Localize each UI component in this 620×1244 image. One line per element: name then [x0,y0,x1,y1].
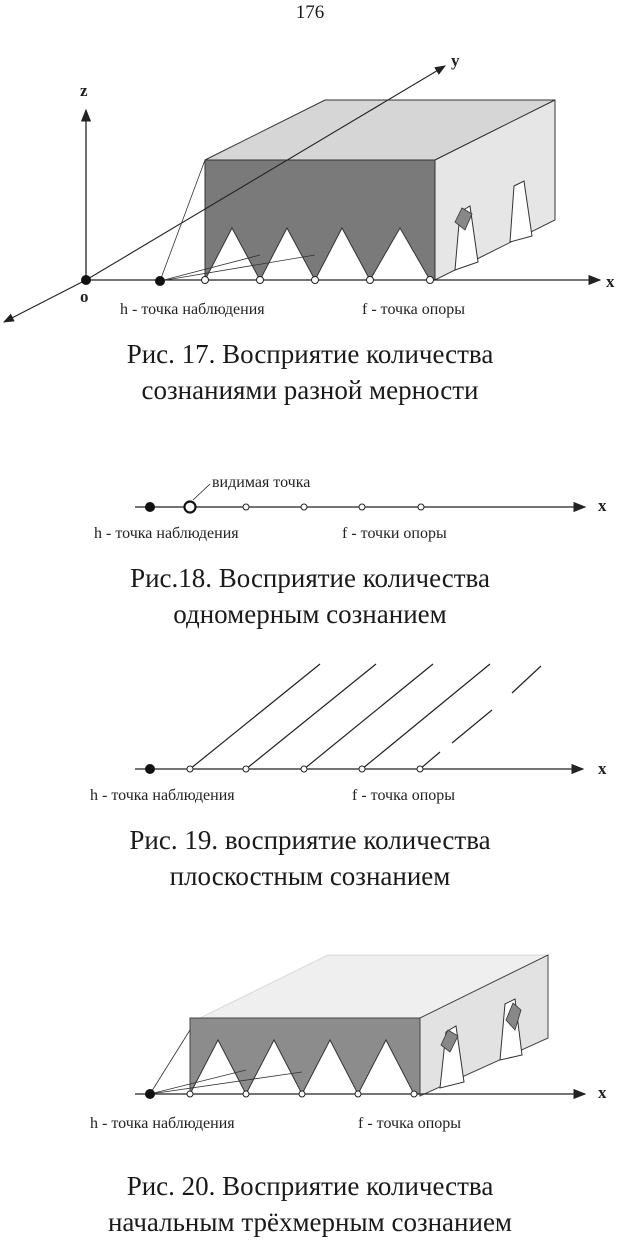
visible-point [185,502,196,513]
observation-label: h - точка наблюдения [90,787,235,804]
figure-17-diagram [0,40,620,325]
figure-19-diagram [0,655,620,815]
caption-fig-20 [0,1168,620,1240]
support-label: f - точка опоры [358,1115,462,1132]
axis-y-back-line [4,280,86,322]
axis-x-label: x [598,759,607,778]
caption-line: Рис. 17. Восприятие количества [126,339,494,369]
observation-label: h - точка наблюдения [120,301,265,318]
observation-point [145,1089,155,1099]
caption-line: Рис.18. Восприятие количества [130,563,490,593]
observation-label: h - точка наблюдения [94,525,239,542]
origin-point [81,275,91,285]
caption-fig-18 [0,560,620,632]
observation-point [145,502,155,512]
page-number: 176 [295,2,325,23]
observation-point [155,276,165,286]
axis-y-label: y [451,51,460,70]
support-label: f - точка опоры [352,787,456,804]
caption-line: начальным трёхмерным сознанием [107,1207,513,1237]
axis-x-label: x [598,496,607,515]
axis-x-label: x [598,1083,607,1102]
observation-label: h - точка наблюдения [90,1115,235,1132]
caption-line: одномерным сознанием [173,599,447,629]
origin-label: o [80,287,89,306]
caption-fig-19 [0,822,620,894]
caption-fig-17 [0,336,620,408]
support-label: f - точка опоры [362,301,466,318]
visible-point-label: видимая точка [212,474,311,491]
caption-line: сознаниями разной мерности [141,375,479,405]
axis-z-label: z [80,81,88,100]
observation-point [145,764,155,774]
figure-18-diagram [0,460,620,550]
caption-line: плоскостным сознанием [169,861,451,891]
axis-x-label: x [606,272,615,291]
figure-20-diagram [0,940,620,1140]
support-label: f - точки опоры [342,525,447,542]
caption-line: Рис. 20. Восприятие количества [126,1171,494,1201]
caption-line: Рис. 19. восприятие количества [129,825,491,855]
